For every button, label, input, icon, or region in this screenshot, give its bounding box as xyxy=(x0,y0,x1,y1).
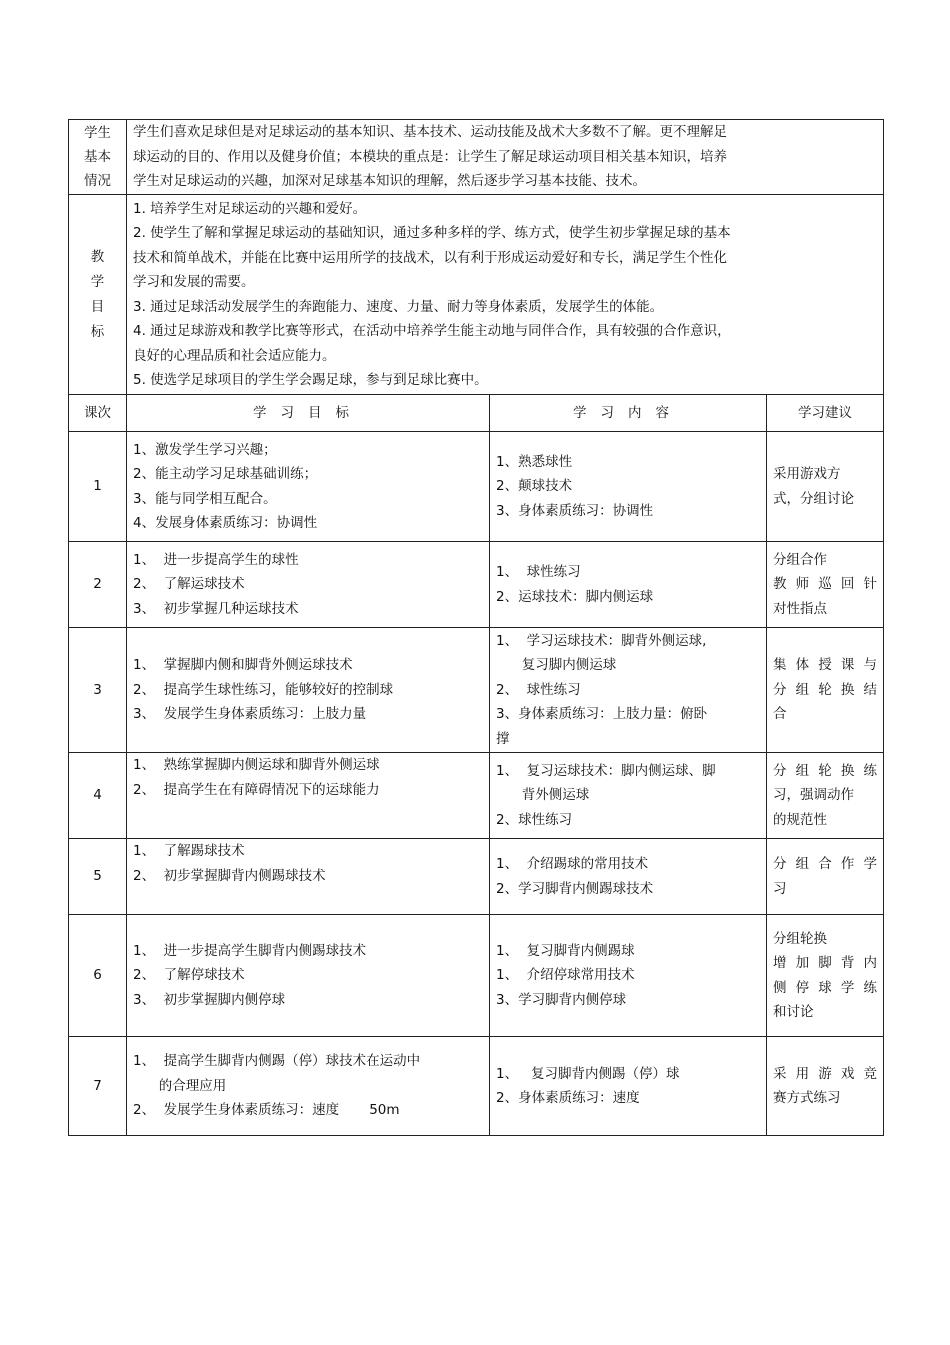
goal-line: 5. 使选学足球项目的学生学会踢足球，参与到足球比赛中。 xyxy=(133,372,488,388)
lesson-number: 2 xyxy=(69,542,127,628)
lesson-row xyxy=(69,839,884,915)
goal-line: 良好的心理品质和社会适应能力。 xyxy=(133,347,336,364)
header-row xyxy=(69,395,884,432)
student-situation-label: 学生 基本 情况 xyxy=(69,120,127,195)
lesson-objectives: 1、 进一步提高学生的球性 2、 了解运球技术 3、 初步掌握几种运球技术 xyxy=(127,542,490,628)
lesson-number: 6 xyxy=(69,915,127,1037)
lesson-objectives: 1、激发学生学习兴趣； 2、能主动学习足球基础训练； 3、能与同学相互配合。 4、发展身体素质练习：协调性 xyxy=(127,432,490,542)
lesson-number: 4 xyxy=(69,753,127,839)
curriculum-document xyxy=(68,119,883,1136)
goal-line: 学习和发展的需要。 xyxy=(133,274,255,290)
lesson-row xyxy=(69,432,884,542)
lesson-content: 1、 复习运球技术：脚内侧运球、脚 背外侧运球 2、球性练习 xyxy=(490,753,767,839)
header-suggestion: 学习建议 xyxy=(767,395,884,432)
lesson-number: 1 xyxy=(69,432,127,542)
student-situation-row xyxy=(69,120,884,195)
goal-line: 2. 使学生了解和掌握足球运动的基础知识，通过多种多样的学、练方式，使学生初步掌握足球的基本 xyxy=(133,225,731,241)
lesson-suggestion: 采用游戏竞 赛方式练习 xyxy=(767,1037,884,1136)
header-lesson: 课次 xyxy=(69,395,127,432)
goal-line: 3. 通过足球活动发展学生的奔跑能力、速度、力量、耐力等身体素质，发展学生的体能。 xyxy=(133,298,664,315)
lesson-content: 1、 复习脚背内侧踢球 1、 介绍停球常用技术 3、学习脚背内侧停球 xyxy=(490,915,767,1037)
lesson-suggestion: 分组合作 教师巡回针 对性指点 xyxy=(767,542,884,628)
lesson-objectives: 1、 熟练掌握脚内侧运球和脚背外侧运球 2、 提高学生在有障碍情况下的运球能力 xyxy=(127,753,490,839)
header-content: 学习内容 xyxy=(490,395,767,432)
lesson-content: 1、 球性练习 2、运球技术：脚内侧运球 xyxy=(490,542,767,628)
curriculum-table xyxy=(68,119,884,1136)
lesson-suggestion: 采用游戏方 式，分组讨论 xyxy=(767,432,884,542)
lesson-number: 7 xyxy=(69,1037,127,1136)
goal-line: 1. 培养学生对足球运动的兴趣和爱好。 xyxy=(133,200,367,217)
lesson-objectives: 1、 提高学生脚背内侧踢（停）球技术在运动中 的合理应用 2、 发展学生身体素质练习：速度 50m xyxy=(127,1037,490,1136)
lesson-objectives: 1、 进一步提高学生脚背内侧踢球技术 2、 了解停球技术 3、 初步掌握脚内侧停球 xyxy=(127,915,490,1037)
lesson-number: 3 xyxy=(69,628,127,753)
lesson-content: 1、 介绍踢球的常用技术 2、学习脚背内侧踢球技术 xyxy=(490,839,767,915)
teaching-goals-label: 教 学 目 标 xyxy=(69,195,127,395)
lesson-suggestion: 分组轮换 增加脚背内 侧停球学练 和讨论 xyxy=(767,915,884,1037)
lesson-row xyxy=(69,542,884,628)
lesson-row xyxy=(69,628,884,753)
teaching-goals-row xyxy=(69,195,884,395)
lesson-content: 1、 学习运球技术：脚背外侧运球, 复习脚内侧运球 2、 球性练习 3、身体素质练习：上肢力量：俯卧 撑 xyxy=(490,628,767,753)
teaching-goals-list xyxy=(127,195,884,395)
lesson-content: 1、 复习脚背内侧踢（停）球 2、身体素质练习：速度 xyxy=(490,1037,767,1136)
lesson-suggestion: 集体授课与 分组轮换结 合 xyxy=(767,628,884,753)
lesson-row xyxy=(69,753,884,839)
lesson-row xyxy=(69,915,884,1037)
lesson-suggestion: 分组轮换练 习，强调动作 的规范性 xyxy=(767,753,884,839)
lesson-content: 1、熟悉球性 2、颠球技术 3、身体素质练习：协调性 xyxy=(490,432,767,542)
lesson-suggestion: 分组合作学 习 xyxy=(767,839,884,915)
student-situation-text: 学生们喜欢足球但是对足球运动的基本知识、基本技术、运动技能及战术大多数不了解。更不理解足 球运动的目的、作用以及健身价值；本模块的重点是：让学生了解足球运动项目相关基本知识，培养 学生对足球运动的兴趣，加深对足球基本知识的理解，然后逐步学习基本技能、技术。 xyxy=(127,120,884,195)
header-objectives: 学习目标 xyxy=(127,395,490,432)
lesson-objectives: 1、 了解踢球技术 2、 初步掌握脚背内侧踢球技术 xyxy=(127,839,490,915)
goal-line: 技术和简单战术，并能在比赛中运用所学的技战术，以有利于形成运动爱好和专长，满足学生个性化 xyxy=(133,249,727,266)
lesson-objectives: 1、 掌握脚内侧和脚背外侧运球技术 2、 提高学生球性练习，能够较好的控制球 3、 发展学生身体素质练习：上肢力量 xyxy=(127,628,490,753)
goal-line: 4. 通过足球游戏和教学比赛等形式，在活动中培养学生能主动地与同伴合作，具有较强的合作意识， xyxy=(133,323,731,339)
lesson-number: 5 xyxy=(69,839,127,915)
lesson-row xyxy=(69,1037,884,1136)
